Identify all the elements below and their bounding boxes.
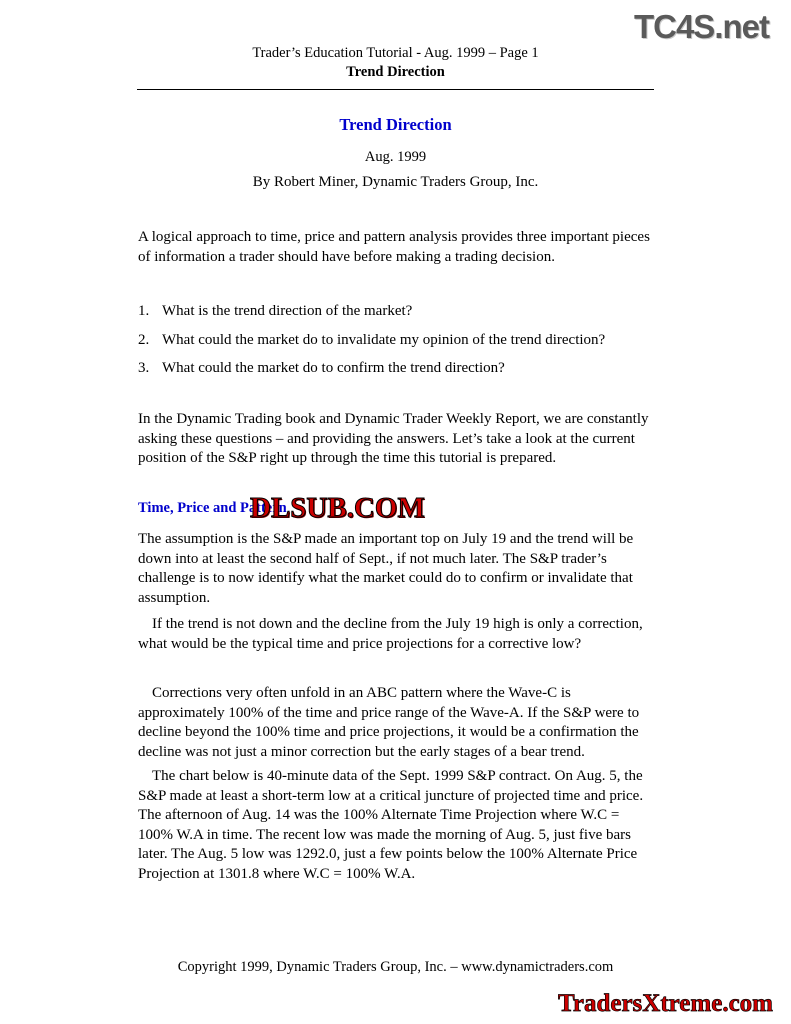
watermark-tradersxtreme: TradersXtreme.com: [558, 990, 773, 1017]
paragraph-assumption: The assumption is the S&P made an important top on July 19 and the trend will be down into at least the second half of Sept., if not much later. The S&P trader’s challenge is to now identify what the market could do to confirm or invalidate that assumption.: [138, 531, 634, 606]
list-item-number: 1.: [138, 303, 150, 319]
question-list: [138, 302, 655, 388]
page-header: [137, 44, 654, 82]
paragraph-if-trend: If the trend is not down and the decline from the July 19 high is only a correction, what would be the typical time and price projections for a corrective low?: [138, 616, 643, 652]
document-author: By Robert Miner, Dynamic Traders Group, Inc.: [252, 174, 539, 190]
paragraph-dynamic-trading: In the Dynamic Trading book and Dynamic Trader Weekly Report, we are constantly asking these questions – and providing the answers. Let’s take a look at the current position of the S&P right up through the time this tutorial is prepared.: [138, 411, 649, 466]
watermark-dlsub: DLSUB.COM: [250, 492, 425, 524]
footer-copyright: Copyright 1999, Dynamic Traders Group, Inc. – www.dynamictraders.com: [177, 959, 614, 975]
header-line-1: Trader’s Education Tutorial - Aug. 1999 – Page 1: [252, 45, 539, 61]
header-line-2: Trend Direction: [346, 64, 445, 80]
list-item-label: What is the trend direction of the market?: [162, 303, 413, 319]
list-item-label: What could the market do to confirm the trend direction?: [162, 360, 505, 376]
document-date: Aug. 1999: [364, 149, 427, 165]
list-item: [138, 302, 655, 322]
document-title: Trend Direction: [339, 115, 452, 134]
header-divider: [137, 89, 654, 90]
list-item-label: What could the market do to invalidate my opinion of the trend direction?: [162, 331, 606, 348]
list-item: [138, 359, 655, 379]
list-item-number: 3.: [138, 360, 150, 376]
paragraph-corrections: Corrections very often unfold in an ABC pattern where the Wave-C is approximately 100% of the time and price range of the Wave-A. If the S&P were to decline beyond the 100% time and price projections, it would be a confirmation the decline was not just a minor correction but the early stages of a bear trend.: [138, 685, 640, 760]
paragraph-intro: A logical approach to time, price and pattern analysis provides three important pieces of information a trader should have before making a trading decision.: [138, 229, 650, 265]
watermark-tc4s: TC4S.net: [633, 8, 769, 45]
section-heading-time-price-pattern: Time, Price and Pattern: [138, 500, 287, 516]
list-item-number: 2.: [138, 331, 150, 348]
list-item: [138, 331, 655, 351]
paragraph-chart-description: The chart below is 40-minute data of the Sept. 1999 S&P contract. On Aug. 5, the S&P made at least a short-term low at a critical juncture of projected time and price. The afternoon of Aug. 14 was the 100% Alternate Time Projection where W.C = 100% W.A in time. The recent low was made the morning of Aug. 5, just five bars later. The Aug. 5 low was 1292.0, just a few points below the 100% Alternate Price Projection at 1301.8 where W.C = 100% W.A.: [138, 768, 644, 882]
